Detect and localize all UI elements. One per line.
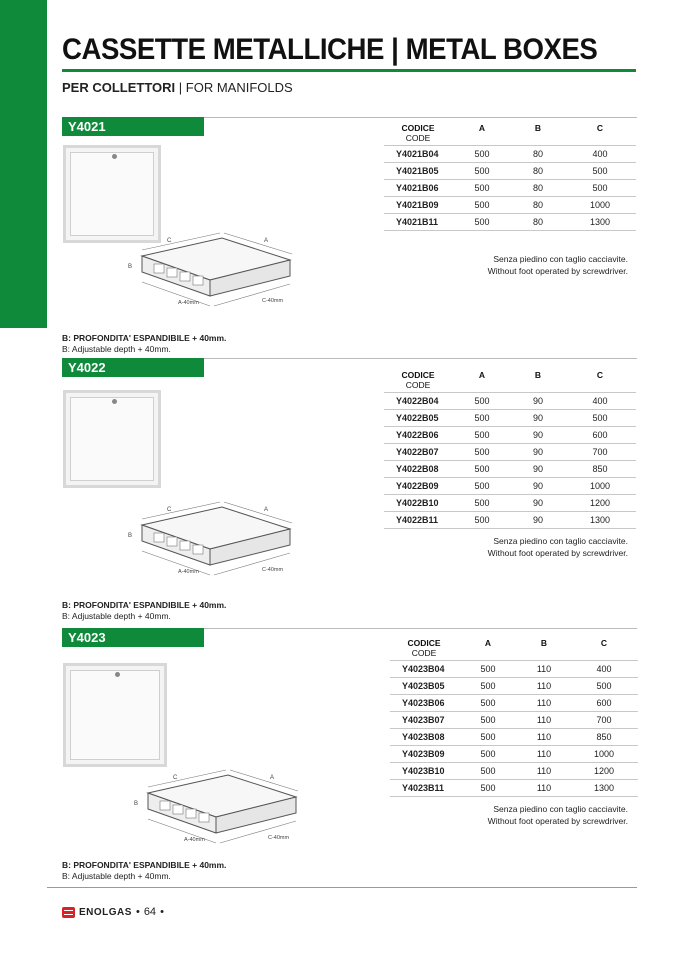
dimension-diagram-y4023 [128, 765, 308, 845]
diagram-label-c: C [173, 775, 178, 781]
subtitle-bold: PER COLLETTORI [62, 80, 176, 95]
diagram-label-a-minus: A-40mm [178, 569, 199, 575]
section-rule [204, 117, 637, 118]
dimension-diagram-y4022 [122, 497, 302, 577]
table-row: Y4023B06 500 110 600 [390, 695, 638, 712]
footer-rule [47, 887, 637, 888]
diagram-label-a: A [270, 775, 275, 781]
diagram-label-c-minus: C-40mm [262, 298, 284, 304]
note-y4021: Senza piedino con taglio cacciavite. Without foot operated by screwdriver. [487, 254, 628, 276]
table-row: Y4021B11 500 80 1300 [384, 214, 636, 231]
table-row: Y4021B09 500 80 1000 [384, 197, 636, 214]
page-title: CASSETTE METALLICHE | METAL BOXES [62, 33, 598, 66]
diagram-label-b: B [128, 533, 133, 539]
table-row: Y4023B11 500 110 1300 [390, 780, 638, 797]
spec-table-y4021 [384, 121, 636, 231]
column-code: CODICE CODE [401, 370, 435, 390]
spec-table-y4022 [384, 368, 636, 529]
table-row: Y4022B11 500 90 1300 [384, 512, 636, 529]
column-c: C [596, 370, 604, 380]
diagram-label-b: B [128, 264, 133, 270]
column-a: A [478, 370, 486, 380]
note-y4023: Senza piedino con taglio cacciavite. Without foot operated by screwdriver. [487, 804, 628, 826]
depth-note-y4023: B: PROFONDITA' ESPANDIBILE + 40mm. B: Adjustable depth + 40mm. [62, 860, 227, 881]
table-row: Y4022B08 500 90 850 [384, 461, 636, 478]
column-a: A [484, 638, 492, 648]
brand-name: ENOLGAS [79, 906, 132, 918]
table-row: Y4021B06 500 80 500 [384, 180, 636, 197]
depth-note-y4021: B: PROFONDITA' ESPANDIBILE + 40mm. B: Adjustable depth + 40mm. [62, 333, 227, 354]
enolgas-logo-icon [62, 907, 75, 918]
diagram-label-c: C [167, 507, 172, 513]
column-c: C [600, 638, 608, 648]
depth-note-y4022: B: PROFONDITA' ESPANDIBILE + 40mm. B: Adjustable depth + 40mm. [62, 600, 227, 621]
table-row: Y4023B08 500 110 850 [390, 729, 638, 746]
column-a: A [478, 123, 486, 133]
subtitle-rest: | FOR MANIFOLDS [178, 80, 293, 95]
diagram-label-a-minus: A-40mm [184, 837, 205, 843]
diagram-label-a: A [264, 238, 269, 244]
section-rule [204, 358, 637, 359]
column-b: B [534, 370, 542, 380]
diagram-label-a-minus: A-40mm [178, 300, 199, 306]
title-underline [62, 69, 636, 72]
column-c: C [596, 123, 604, 133]
page-number: 64 [143, 906, 157, 918]
diagram-label-c: C [167, 238, 172, 244]
note-y4022: Senza piedino con taglio cacciavite. Without foot operated by screwdriver. [487, 536, 628, 558]
column-code: CODICE CODE [407, 638, 441, 658]
spec-table-y4023 [390, 636, 638, 797]
table-row: Y4023B04 500 110 400 [390, 661, 638, 678]
bullet-icon: • [135, 906, 140, 918]
diagram-label-a: A [264, 507, 269, 513]
section-header-y4022: Y4022 [62, 358, 204, 377]
product-photo-y4023 [63, 663, 167, 767]
table-row: Y4022B07 500 90 700 [384, 444, 636, 461]
table-row: Y4022B06 500 90 600 [384, 427, 636, 444]
table-row: Y4023B10 500 110 1200 [390, 763, 638, 780]
column-b: B [540, 638, 548, 648]
table-row: Y4021B04 500 80 400 [384, 146, 636, 163]
footer [62, 906, 164, 918]
column-code: CODICE CODE [401, 123, 435, 143]
table-row: Y4022B05 500 90 500 [384, 410, 636, 427]
diagram-label-b: B [134, 801, 139, 807]
page-subtitle [62, 80, 293, 95]
table-row: Y4022B09 500 90 1000 [384, 478, 636, 495]
table-row: Y4023B05 500 110 500 [390, 678, 638, 695]
table-row: Y4022B10 500 90 1200 [384, 495, 636, 512]
section-rule [204, 628, 637, 629]
column-b: B [534, 123, 542, 133]
table-row: Y4023B07 500 110 700 [390, 712, 638, 729]
accent-side-bar [0, 0, 47, 328]
diagram-label-c-minus: C-40mm [268, 835, 290, 841]
section-header-y4021: Y4021 [62, 117, 204, 136]
diagram-label-c-minus: C-40mm [262, 567, 284, 573]
dimension-diagram-y4021 [122, 228, 302, 308]
table-row: Y4023B09 500 110 1000 [390, 746, 638, 763]
section-header-y4023: Y4023 [62, 628, 204, 647]
table-row: Y4022B04 500 90 400 [384, 393, 636, 410]
table-row: Y4021B05 500 80 500 [384, 163, 636, 180]
bullet-icon: • [160, 906, 164, 918]
product-photo-y4022 [63, 390, 161, 488]
